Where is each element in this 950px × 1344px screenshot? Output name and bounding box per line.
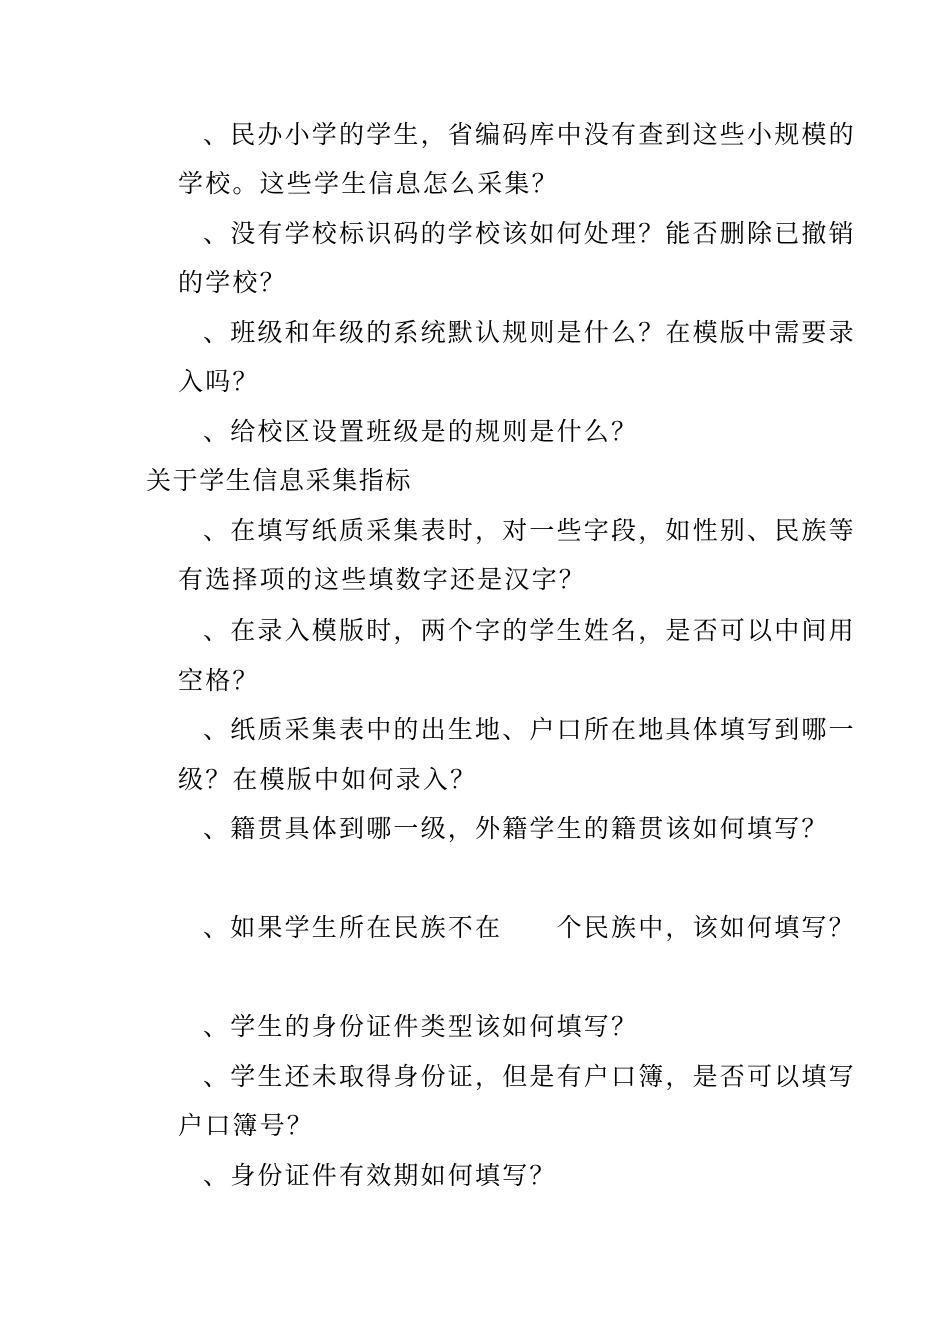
question-line: 的学校？ [178,268,287,297]
question-line: 、纸质采集表中的出生地、户口所在地具体填写到哪一 [203,715,856,744]
question-line: 空格？ [178,666,260,695]
question-line: 、学生的身份证件类型该如何填写？ [203,1012,639,1041]
question-line: 户口簿号？ [178,1111,315,1140]
question-line: 级？在模版中如何录入？ [178,765,478,794]
question-line: 、身份证件有效期如何填写？ [203,1161,557,1190]
question-line: 、在填写纸质采集表时，对一些字段，如性别、民族等 [203,516,856,545]
question-line: 、籍贯具体到哪一级，外籍学生的籍贯该如何填写？ [203,814,829,843]
question-line: 、没有学校标识码的学校该如何处理？能否删除已撤销 [203,219,856,248]
question-line: 、民办小学的学生，省编码库中没有查到这些小规模的 [203,120,856,149]
question-line: 学校。这些学生信息怎么采集？ [178,169,559,198]
question-line: 入吗？ [178,367,260,396]
question-line: 、在录入模版时，两个字的学生姓名，是否可以中间用 [203,616,856,645]
section-heading: 关于学生信息采集指标 [146,466,413,495]
question-line: 、给校区设置班级是的规则是什么？ [203,417,639,446]
question-line: 有选择项的这些填数字还是汉字？ [178,565,587,594]
question-line: 、班级和年级的系统默认规则是什么？在模版中需要录 [203,318,856,347]
question-line: 、学生还未取得身份证，但是有户口簿，是否可以填写 [203,1062,856,1091]
question-line: 、如果学生所在民族不在 个民族中，该如何填写？ [203,913,856,942]
